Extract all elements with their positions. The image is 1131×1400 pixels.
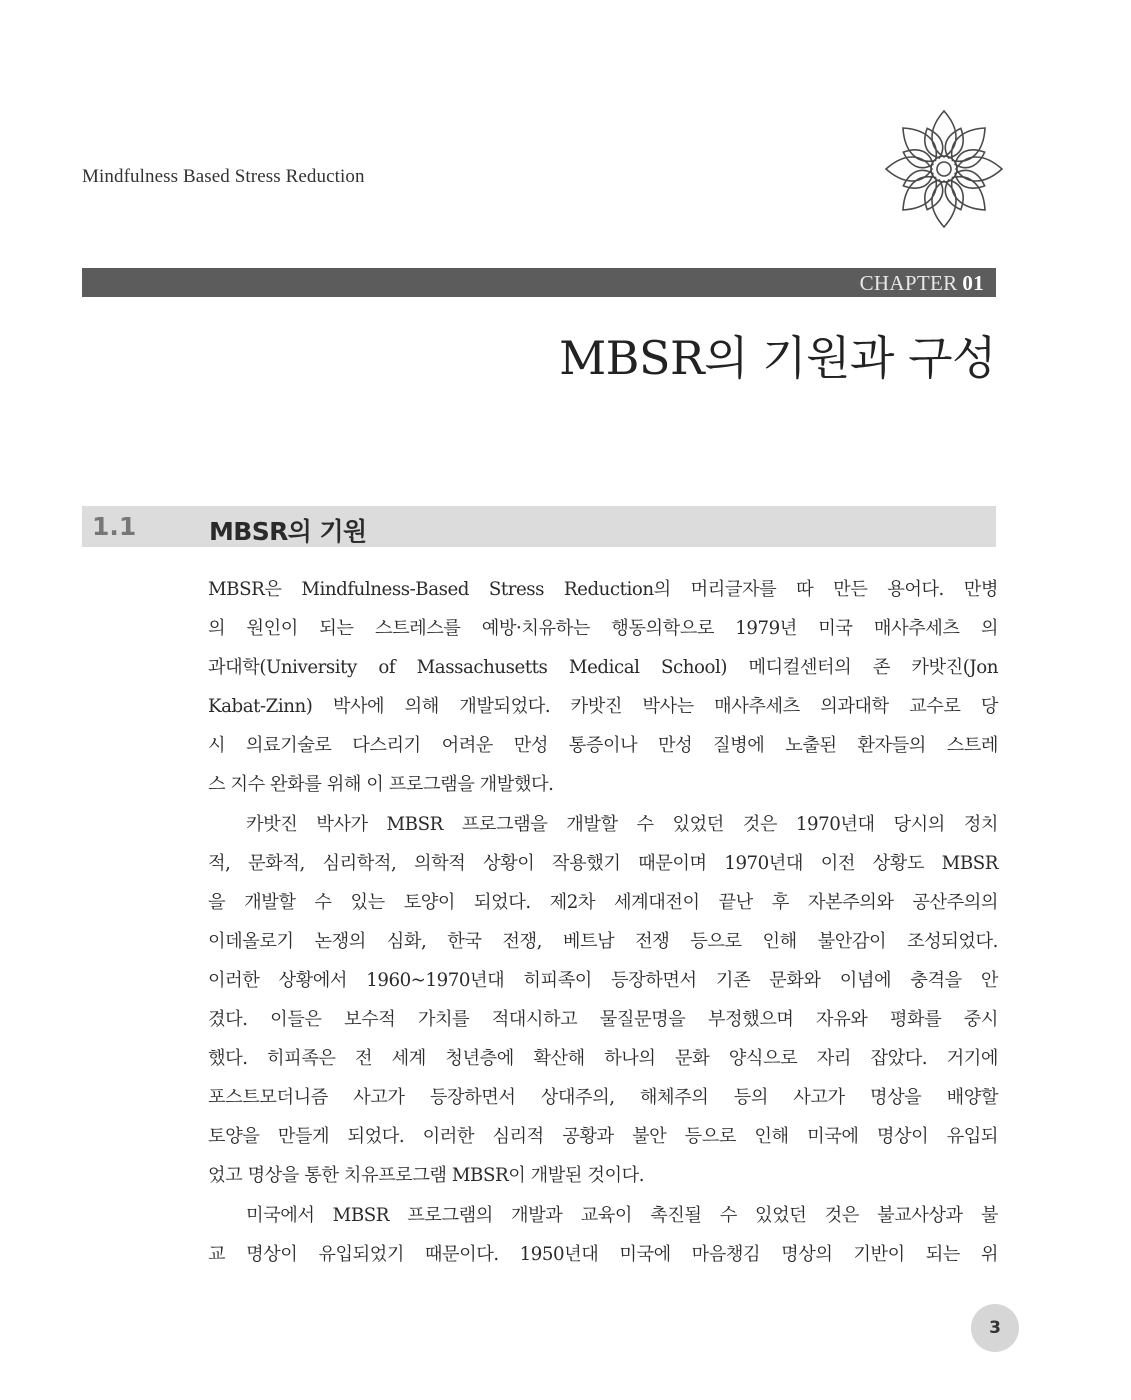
chapter-bar: [82, 268, 996, 297]
body-line: 겼다. 이들은 보수적 가치를 적대시하고 물질문명을 부정했으며 자유와 평화를 중시: [208, 1009, 998, 1031]
body-line: 카밧진 박사가 MBSR 프로그램을 개발할 수 있었던 것은 1970년대 당시의 정치: [246, 813, 998, 835]
body-line: 시 의료기술로 다스리기 어려운 만성 통증이나 만성 질병에 노출된 환자들의 스트레: [208, 735, 998, 757]
body-line: 스 지수 완화를 위해 이 프로그램을 개발했다.: [208, 774, 554, 796]
body-text: [208, 570, 998, 1274]
body-line: 과대학(University of Massachusetts Medical School) 메디컬센터의 존 카밧진(Jon: [208, 657, 998, 679]
page-number: 3: [971, 1304, 1019, 1352]
chapter-number: 01: [962, 271, 984, 295]
body-line: 을 개발할 수 있는 토양이 되었다. 제2차 세계대전이 끝난 후 자본주의와 공산주의의: [208, 891, 998, 913]
lotus-mandala-icon: [880, 108, 1008, 230]
body-line: 적, 문화적, 심리학적, 의학적 상황이 작용했기 때문이며 1970년대 이전 상황도 MBSR: [208, 852, 998, 874]
section-title: MBSR의 기원: [209, 517, 367, 546]
chapter-label: [860, 271, 984, 296]
body-line: 미국에서 MBSR 프로그램의 개발과 교육이 촉진될 수 있었던 것은 불교사상과 불: [246, 1204, 998, 1226]
running-header: Mindfulness Based Stress Reduction: [82, 166, 365, 187]
section-heading-bar: [82, 506, 996, 547]
body-line: Kabat-Zinn) 박사에 의해 개발되었다. 카밧진 박사는 매사추세츠 의과대학 교수로 당: [208, 696, 998, 718]
body-line: 포스트모더니즘 사고가 등장하면서 상대주의, 해체주의 등의 사고가 명상을 배양할: [208, 1087, 998, 1109]
body-line: 했다. 히피족은 전 세계 청년층에 확산해 하나의 문화 양식으로 자리 잡았다. 거기에: [208, 1048, 998, 1070]
body-line: 토양을 만들게 되었다. 이러한 심리적 공황과 불안 등으로 인해 미국에 명상이 유입되: [208, 1126, 998, 1148]
chapter-title: MBSR의 기원과 구성: [559, 331, 996, 385]
body-line: MBSR은 Mindfulness-Based Stress Reduction의 머리글자를 따 만든 용어다. 만병: [208, 579, 998, 600]
section-number: 1.1: [92, 512, 137, 541]
body-line: 었고 명상을 통한 치유프로그램 MBSR이 개발된 것이다.: [208, 1165, 645, 1187]
body-line: 의 원인이 되는 스트레스를 예방·치유하는 행동의학으로 1979년 미국 매사추세츠 의: [208, 618, 998, 640]
body-line: 이데올로기 논쟁의 심화, 한국 전쟁, 베트남 전쟁 등으로 인해 불안감이 조성되었다.: [208, 930, 998, 952]
body-line: 이러한 상황에서 1960~1970년대 히피족이 등장하면서 기존 문화와 이념에 충격을 안: [208, 969, 998, 991]
chapter-label-text: CHAPTER: [859, 271, 958, 295]
body-line: 교 명상이 유입되었기 때문이다. 1950년대 미국에 마음챙김 명상의 기반이 되는 위: [208, 1243, 998, 1265]
